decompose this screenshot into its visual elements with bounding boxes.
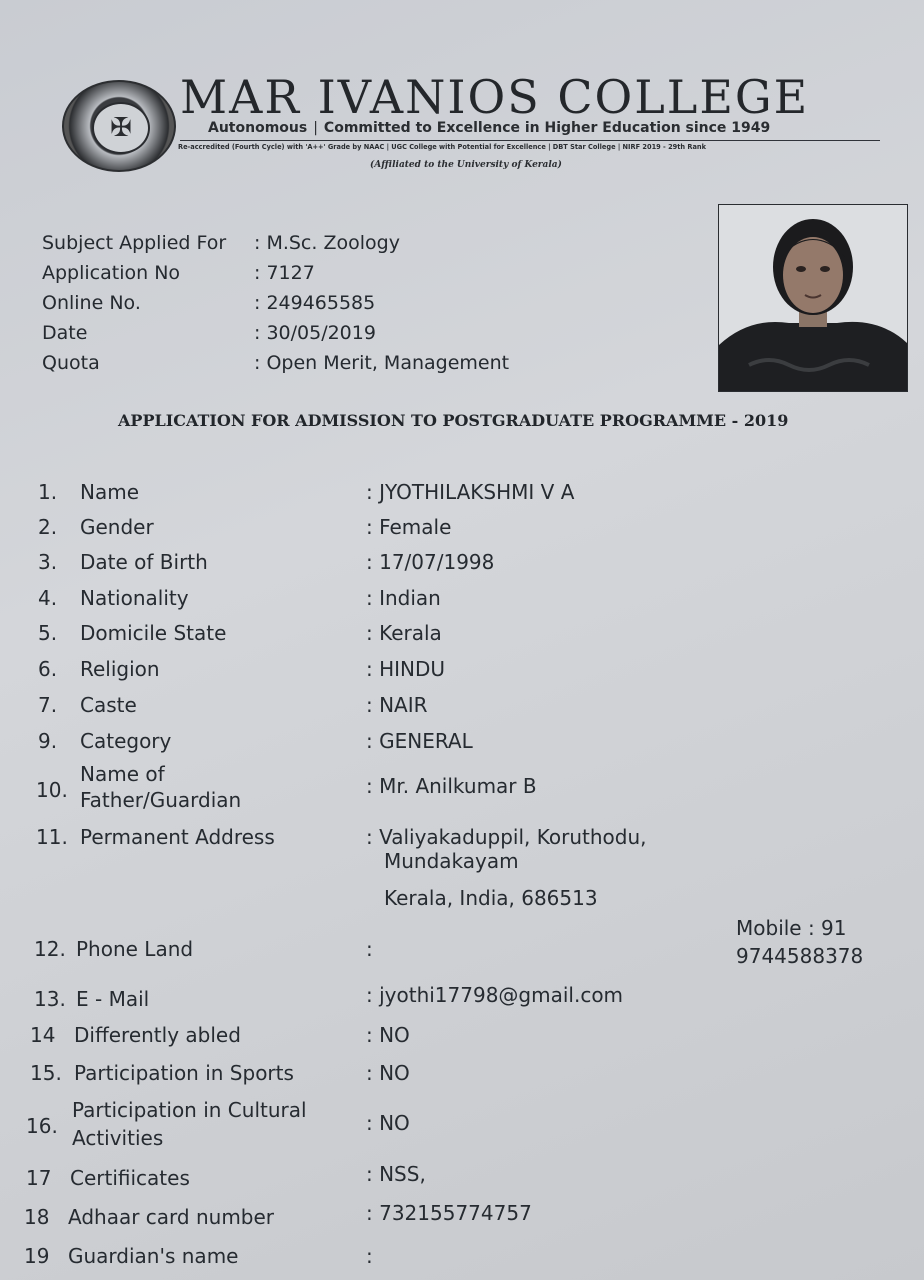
- field-label-line1: Name of: [80, 762, 165, 786]
- field-label-line2: Father/Guardian: [80, 788, 242, 812]
- field-label: Certifiicates: [70, 1166, 190, 1190]
- field-value: : Mr. Anilkumar B: [366, 774, 537, 798]
- field-number: 11.: [36, 825, 68, 849]
- college-tagline: [208, 120, 888, 136]
- field-value: : Female: [366, 515, 452, 539]
- field-phone-land: [0, 916, 924, 976]
- subject-label: Subject Applied For: [42, 232, 227, 254]
- field-number: 2.: [38, 515, 58, 539]
- header-divider: [180, 140, 880, 141]
- field-label: Nationality: [80, 586, 189, 610]
- field-label: Gender: [80, 515, 154, 539]
- field-label: Domicile State: [80, 621, 227, 645]
- field-value: : Kerala: [366, 621, 442, 645]
- applicant-portrait-icon: [719, 205, 907, 391]
- field-number: 9.: [38, 729, 58, 753]
- field-number: 7.: [38, 693, 58, 717]
- field-number: 15.: [30, 1061, 62, 1085]
- address-line3: Kerala, India, 686513: [384, 886, 598, 910]
- field-label: Name: [80, 480, 140, 504]
- field-value: :: [366, 1244, 373, 1268]
- field-permanent-address: [0, 825, 924, 917]
- tagline-separator: |: [313, 120, 318, 136]
- field-value: : GENERAL: [366, 729, 473, 753]
- address-line1: : Valiyakaduppil, Koruthodu,: [366, 825, 647, 849]
- affiliation-line: (Affiliated to the University of Kerala): [370, 160, 562, 170]
- field-label: Participation in Sports: [74, 1061, 294, 1085]
- field-number: 19: [24, 1244, 50, 1268]
- field-number: 4.: [38, 586, 58, 610]
- application-no-label: Application No: [42, 262, 181, 284]
- field-label-line1: Participation in Cultural: [72, 1098, 307, 1122]
- mobile-number: 9744588378: [736, 944, 864, 968]
- field-label: Guardian's name: [68, 1244, 239, 1268]
- field-value: : Indian: [366, 586, 441, 610]
- field-number: 5.: [38, 621, 58, 645]
- field-label: Differently abled: [74, 1023, 241, 1047]
- quota-value: : Open Merit, Management: [254, 352, 510, 374]
- field-value: : NO: [366, 1061, 410, 1085]
- date-label: Date: [42, 322, 88, 344]
- quota-label: Quota: [42, 352, 100, 374]
- field-value: : 17/07/1998: [366, 550, 495, 574]
- field-father-guardian: [0, 762, 924, 816]
- field-label: Category: [80, 729, 172, 753]
- field-number: 6.: [38, 657, 58, 681]
- field-number: 1.: [38, 480, 58, 504]
- field-value: : NO: [366, 1023, 410, 1047]
- field-value: : NO: [366, 1111, 410, 1135]
- field-number: 12.: [34, 937, 66, 961]
- college-emblem-logo: [62, 80, 176, 172]
- field-label: Permanent Address: [80, 825, 275, 849]
- field-label: Caste: [80, 693, 137, 717]
- field-value: :: [366, 937, 373, 961]
- field-number: 18: [24, 1205, 50, 1229]
- accreditation-line: Re-accredited (Fourth Cycle) with 'A++' Grade by NAAC | UGC College with Potential for Excellence | DBT Star College | NIRF 2019 - 29th Rank: [178, 143, 706, 151]
- field-number: 3.: [38, 550, 58, 574]
- tagline-motto: Committed to Excellence in Higher Education since 1949: [323, 120, 771, 136]
- field-label: Religion: [80, 657, 160, 681]
- field-value: : jyothi17798@gmail.com: [366, 983, 624, 1007]
- field-value: : HINDU: [366, 657, 446, 681]
- address-line2: Mundakayam: [384, 849, 519, 873]
- field-label: Adhaar card number: [68, 1205, 275, 1229]
- field-label: E - Mail: [76, 987, 150, 1011]
- mobile-label: Mobile : 91: [736, 916, 847, 940]
- field-label: Date of Birth: [80, 550, 208, 574]
- field-value: : JYOTHILAKSHMI V A: [366, 480, 575, 504]
- document-title: APPLICATION FOR ADMISSION TO POSTGRADUATE PROGRAMME - 2019: [118, 411, 789, 430]
- field-number: 17: [26, 1166, 52, 1190]
- tagline-autonomous: Autonomous: [208, 120, 308, 136]
- field-number: 16.: [26, 1114, 58, 1138]
- date-value: : 30/05/2019: [254, 322, 376, 344]
- field-number: 14: [30, 1023, 56, 1047]
- application-no-value: : 7127: [254, 262, 315, 284]
- field-label-line2: Activities: [72, 1126, 164, 1150]
- field-cultural-activities: [0, 1098, 924, 1154]
- online-no-label: Online No.: [42, 292, 141, 314]
- online-no-value: : 249465585: [254, 292, 376, 314]
- field-value: : 732155774757: [366, 1201, 532, 1225]
- field-value: : NAIR: [366, 693, 428, 717]
- field-value: : NSS,: [366, 1162, 426, 1186]
- field-label: Phone Land: [76, 937, 194, 961]
- emblem-icon: ✠: [92, 102, 150, 154]
- field-number: 10.: [36, 778, 68, 802]
- field-number: 13.: [34, 987, 66, 1011]
- college-name: MAR IVANIOS COLLEGE: [180, 70, 810, 124]
- subject-value: : M.Sc. Zoology: [254, 232, 400, 254]
- applicant-photo: [718, 204, 908, 392]
